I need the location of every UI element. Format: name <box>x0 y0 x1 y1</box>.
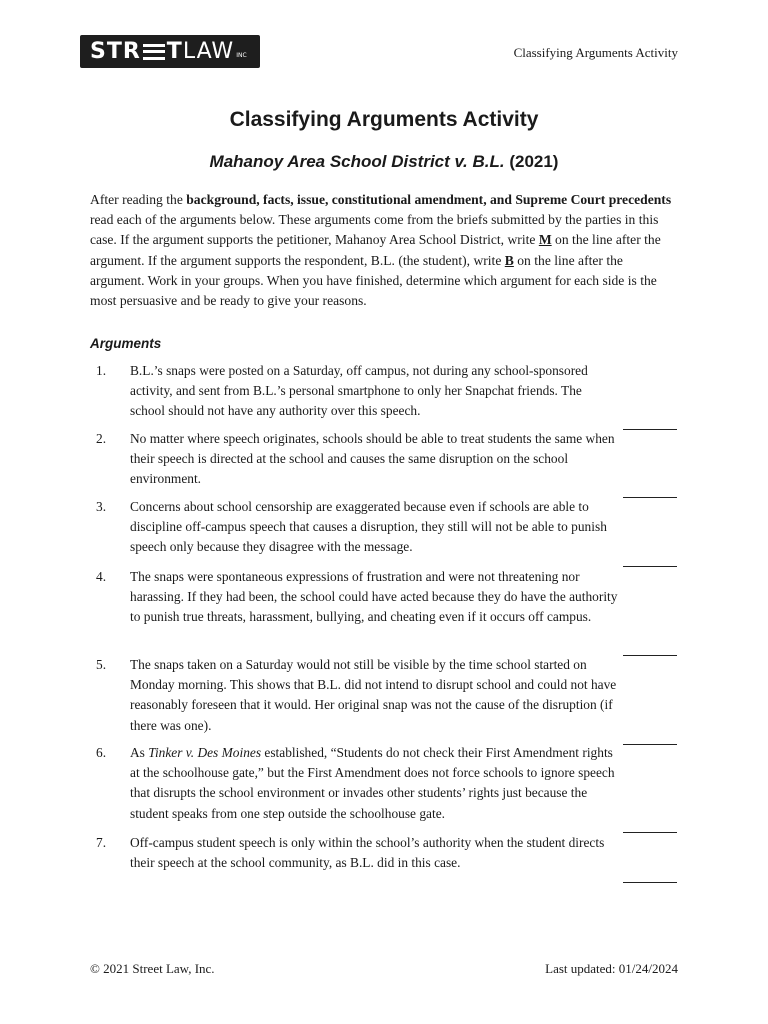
intro-b-letter: B <box>504 252 514 268</box>
argument-number: 5. <box>96 657 107 672</box>
page-title: Classifying Arguments Activity <box>229 108 539 131</box>
argument-number: 7. <box>96 835 107 850</box>
intro-text-3: on the line after the argument. If the argument supports the respondent, B.L. (the student), write <box>90 232 661 268</box>
case-name: Mahanoy Area School District v. B.L. <box>209 152 505 171</box>
argument-number: 2. <box>96 431 107 446</box>
answer-line[interactable] <box>623 429 677 430</box>
argument-text: The snaps were spontaneous expressions of frustration and were not threatening nor harassing. If they had been, the school could have acted because they do have the authority to punish true threats, harassment, bullying, and cheating even if it occurs off campus. <box>130 569 618 625</box>
logo-text-right: LAW <box>182 39 235 64</box>
instructions-paragraph <box>90 190 680 311</box>
street-law-logo <box>80 35 260 68</box>
argument-text: No matter where speech originates, schools should be able to treat students the same when their speech is directed at the school and causes the same disruption on the school environment. <box>130 431 615 487</box>
argument-number: 3. <box>96 499 107 514</box>
intro-text-2: read each of the arguments below. These arguments come from the briefs submitted by the parties in this case. If the argument supports the petitioner, Mahanoy Area School District, write <box>90 212 659 248</box>
case-year: (2021) <box>509 152 559 171</box>
argument-item <box>96 429 618 490</box>
answer-line[interactable] <box>623 655 677 656</box>
answer-line[interactable] <box>623 832 677 833</box>
intro-bold-terms: background, facts, issue, constitutional amendment, and Supreme Court precedents <box>186 192 672 207</box>
logo-text-mid: T <box>166 39 183 64</box>
arguments-heading: Arguments <box>90 336 162 351</box>
argument-text: The snaps taken on a Saturday would not still be visible by the time school started on Monday morning. This shows that B.L. did not intend to disrupt school and could not have reasonably foreseen that it would. Her original snap was not the cause of the disruption (if there was one). <box>130 657 617 733</box>
answer-line[interactable] <box>623 744 677 745</box>
argument-text: Off-campus student speech is only within the school’s authority when the student directs their speech at the school community, as B.L. did in this case. <box>130 835 605 871</box>
argument-item <box>96 567 618 628</box>
intro-text-1: After reading the <box>90 192 187 207</box>
logo-bars-icon <box>143 44 165 60</box>
argument-text <box>130 743 618 824</box>
argument-item <box>96 361 618 422</box>
case-citation: Tinker v. Des Moines <box>148 745 262 760</box>
argument-item <box>96 655 618 736</box>
argument-item <box>96 833 618 873</box>
intro-text-4: on the line after the argument. Work in your groups. When you have finished, determine which argument for each side is the most persuasive and be ready to give your reasons. <box>90 252 657 309</box>
last-updated-footer: Last updated: 01/24/2024 <box>545 961 678 976</box>
argument-number: 4. <box>96 569 107 584</box>
argument-text: B.L.’s snaps were posted on a Saturday, off campus, not during any school-sponsored activity, and sent from B.L.’s personal smartphone to only her Snapchat friends. The school should not have any authority over this speech. <box>130 363 588 419</box>
argument-item <box>96 497 618 558</box>
argument-number: 1. <box>96 363 107 378</box>
argument-text: Concerns about school censorship are exaggerated because even if schools are able to discipline off-campus speech that causes a disruption, they still will not be able to punish speech only because they disagree with the message. <box>130 499 607 555</box>
logo-suffix: INC <box>236 52 247 59</box>
argument-text-pre: As <box>130 745 149 760</box>
answer-line[interactable] <box>623 882 677 883</box>
answer-line[interactable] <box>623 497 677 498</box>
answer-line[interactable] <box>623 566 677 567</box>
running-header: Classifying Arguments Activity <box>513 45 678 60</box>
copyright-footer: © 2021 Street Law, Inc. <box>90 961 215 976</box>
case-subtitle <box>0 152 768 172</box>
argument-number: 6. <box>96 745 107 760</box>
argument-item <box>96 743 618 824</box>
argument-text-rest: established, “Students do not check their First Amendment rights at the schoolhouse gate,” but the First Amendment does not force schools to ignore speech that disrupts the school environment or invades other students’ rights just because the student speaks from one step outside the schoolhouse gate. <box>130 745 615 821</box>
logo-text-left: STR <box>90 39 141 64</box>
intro-m-letter: M <box>538 232 552 248</box>
